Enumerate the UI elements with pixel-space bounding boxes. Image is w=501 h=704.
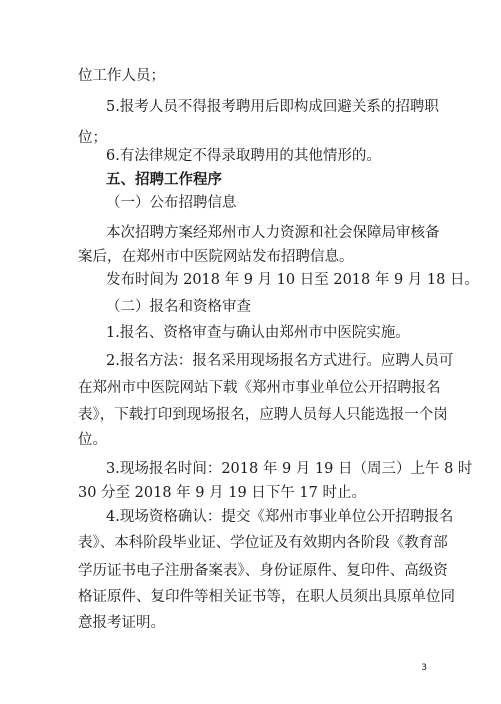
subsection-heading: （一）公布招聘信息: [106, 195, 237, 211]
text-line: 学历证书电子注册备案表》、身份证原件、复印件、高级资: [78, 563, 448, 579]
text-line: 4.现场资格确认：提交《郑州市事业单位公开招聘报名: [106, 509, 454, 525]
text-line: 6.有法律规定不得录取聘用的其他情形的。: [106, 148, 381, 164]
text-line: 位；: [78, 130, 107, 146]
text-line: 位。: [78, 432, 107, 448]
text-line: 本次招聘方案经郑州市人力资源和社会保障局审核备: [106, 225, 440, 241]
section-heading: 五、招聘工作程序: [106, 172, 222, 188]
text-line: 2.报名方法：报名采用现场报名方式进行。应聘人员可: [106, 353, 454, 369]
text-line: 1.报名、资格审查与确认由郑州市中医院实施。: [106, 325, 410, 341]
subsection-heading: （二）报名和资格审查: [106, 299, 251, 315]
text-line: 在郑州市中医院网站下载《郑州市事业单位公开招聘报名: [78, 380, 441, 396]
text-line: 发布时间为 2018 年 9 月 10 日至 2018 年 9 月 18 日。: [106, 272, 479, 288]
text-line: 表》、本科阶段毕业证、学位证及有效期内各阶段《教育部: [78, 535, 448, 551]
text-line: 30 分至 2018 年 9 月 19 日下午 17 时止。: [78, 485, 366, 501]
text-line: 意报考证明。: [78, 615, 165, 631]
text-line: 案后，在郑州市中医院网站发布招聘信息。: [78, 249, 354, 265]
text-line: 格证原件、复印件等相关证书等，在职人员须出具原单位同: [78, 589, 455, 605]
text-line: 5.报考人员不得报考聘用后即构成回避关系的招聘职: [106, 99, 439, 115]
text-line: 3.现场报名时间：2018 年 9 月 19 日（周三）上午 8 时: [106, 461, 473, 477]
text-line: 表》，下载打印到现场报名，应聘人员每人只能选报一个岗: [78, 407, 448, 423]
text-line: 位工作人员；: [78, 68, 165, 84]
page-number: 3: [421, 663, 427, 673]
